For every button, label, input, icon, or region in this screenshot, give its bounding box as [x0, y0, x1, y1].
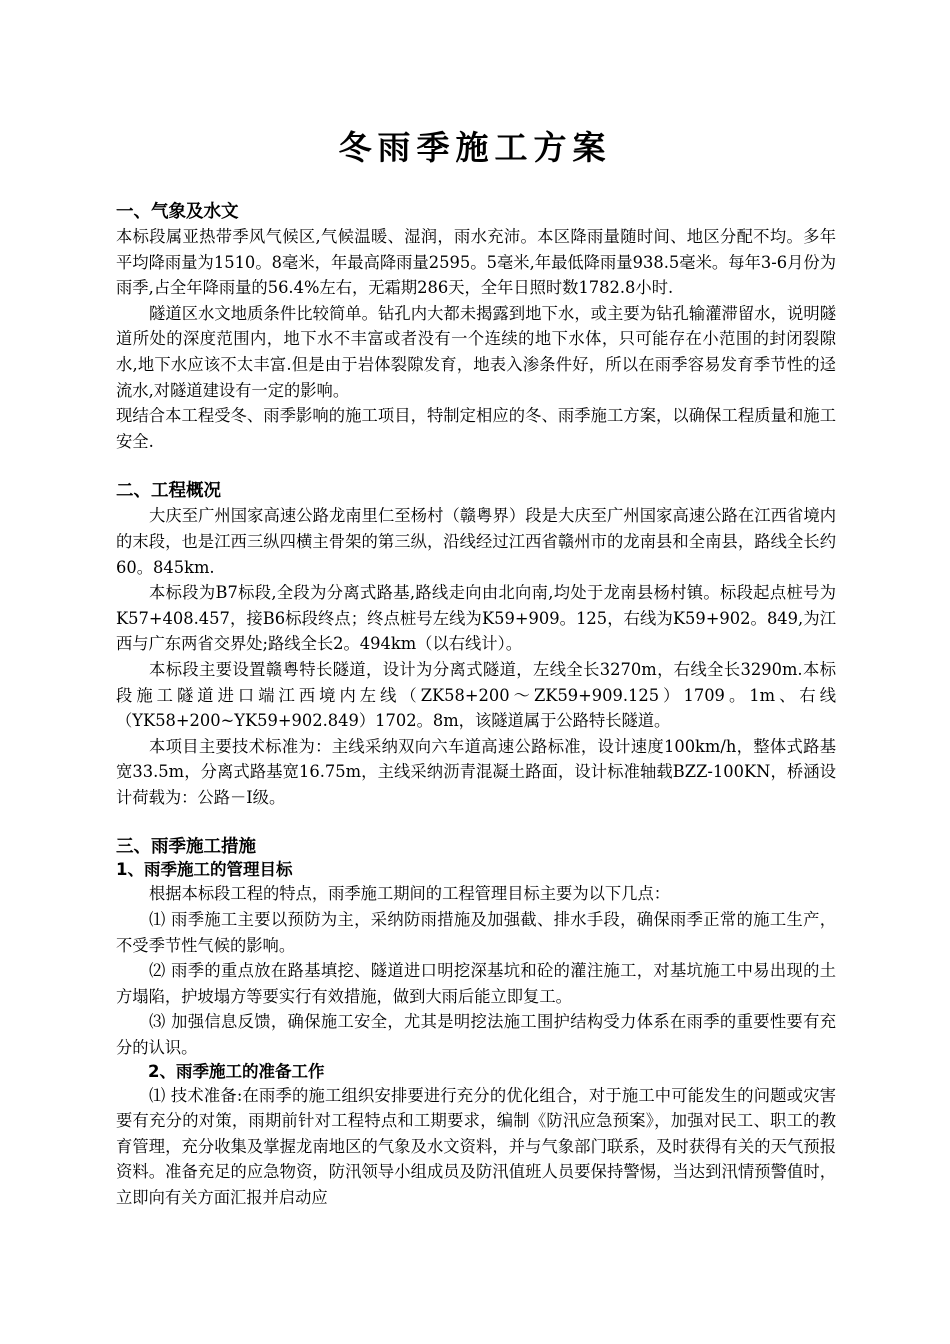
- paragraph: 根据本标段工程的特点，雨季施工期间的工程管理目标主要为以下几点：: [149, 884, 671, 904]
- paragraph: 本项目主要技术标准为：主线采纳双向六车道高速公路标准，设计速度100km/h，整体式路基宽33.5m，分离式路基宽16.75m，主线采纳沥青混凝土路面，设计标准轴载BZZ-100KN，桥涵设计荷载为：公路－Ⅰ级。: [116, 736, 836, 807]
- paragraph: 本标段为B7标段,全段为分离式路基,路线走向由北向南,均处于龙南县杨村镇。标段起点桩号为K57+408.457，接B6标段终点；终点桩号左线为K59+909。125，右线为K59+902。849,为江西与广东两省交界处;路线全长2。494km（以右线计）。: [116, 583, 836, 654]
- paragraph: ⑴ 雨季施工主要以预防为主，采纳防雨措施及加强截、排水手段，确保雨季正常的施工生产，不受季节性气候的影响。: [116, 910, 836, 955]
- section-heading-overview: 二、工程概况: [116, 481, 221, 502]
- paragraph: 大庆至广州国家高速公路龙南里仁至杨村（赣粤界）段是大庆至广州国家高速公路在江西省境内的末段，也是江西三纵四横主骨架的第三纵，沿线经过江西省赣州市的龙南县和全南县，路线全长约60。845km.: [116, 506, 836, 577]
- paragraph: 本标段主要设置赣粤特长隧道，设计为分离式隧道，左线全长3270m，右线全长3290m.本标段施工隧道进口端江西境内左线（ZK58+200～ZK59+909.125）1709。1m、右线（YK58+200~YK59+902.849）1702。8m，该隧道属于公路特长隧道。: [116, 659, 836, 731]
- paragraph: 本标段属亚热带季风气候区,气候温暖、湿润，雨水充沛。本区降雨量随时间、地区分配不均。多年平均降雨量为1510。8毫米，年最高降雨量2595。5毫米,年最低降雨量938.5毫米。每年3-6月份为雨季,占全年降雨量的56.4%左右，无霜期286天，全年日照时数1782.8小时.: [116, 227, 836, 298]
- document-title: 冬雨季施工方案: [338, 128, 612, 167]
- subsection-heading-preparation: 2、雨季施工的准备工作: [148, 1061, 325, 1081]
- paragraph: ⑴ 技术准备:在雨季的施工组织安排要进行充分的优化组合，对于施工中可能发生的问题或灾害要有充分的对策，雨期前针对工程特点和工期要求，编制《防汛应急预案》，加强对民工、职工的教育管理，充分收集及掌握龙南地区的气象及水文资料，并与气象部门联系，及时获得有关的天气预报资料。准备充足的应急物资，防汛领导小组成员及防汛值班人员要保持警惕，当达到汛情预警值时，立即向有关方面汇报并启动应: [116, 1085, 836, 1207]
- section-heading-rainy-season: 三、雨季施工措施: [116, 837, 256, 858]
- paragraph: 现结合本工程受冬、雨季影响的施工项目，特制定相应的冬、雨季施工方案，以确保工程质量和施工安全.: [116, 406, 836, 451]
- paragraph: 隧道区水文地质条件比较简单。钻孔内大都未揭露到地下水，或主要为钻孔输灌滞留水，说明隧道所处的深度范围内，地下水不丰富或者没有一个连续的地下水体，只可能存在小范围的封闭裂隙水,地下水应该不太丰富.但是由于岩体裂隙发育，地表入渗条件好，所以在雨季容易发育季节性的迳流水,对隧道建设有一定的影响。: [116, 303, 836, 400]
- paragraph: ⑶ 加强信息反馈，确保施工安全，尤其是明挖法施工围护结构受力体系在雨季的重要性要有充分的认识。: [116, 1012, 836, 1058]
- subsection-heading-management-goals: 1、雨季施工的管理目标: [116, 860, 293, 880]
- section-heading-weather: 一、气象及水文: [116, 202, 239, 222]
- paragraph: ⑵ 雨季的重点放在路基填挖、隧道进口明挖深基坑和砼的灌注施工，对基坑施工中易出现的土方塌陷，护坡塌方等要实行有效措施，做到大雨后能立即复工。: [116, 961, 836, 1006]
- document-body: [116, 200, 836, 1211]
